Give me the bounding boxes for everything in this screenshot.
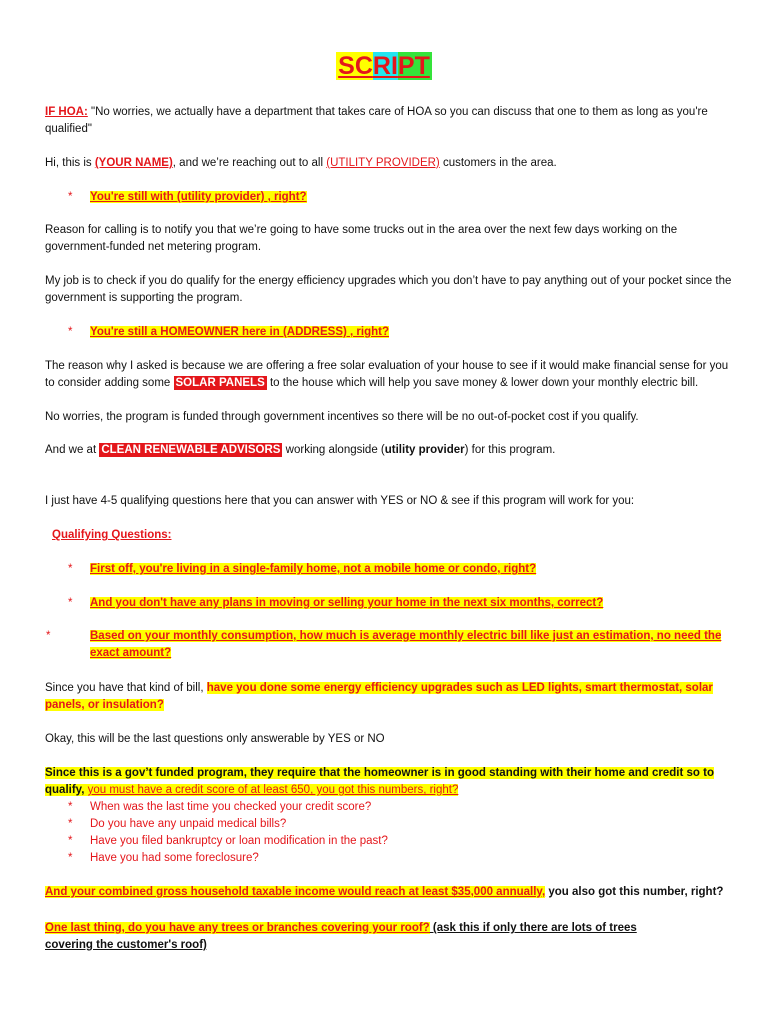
credit-item-2: * Do you have any unpaid medical bills? bbox=[68, 816, 738, 833]
bullet-icon: * bbox=[68, 597, 73, 609]
credit-item-1: * When was the last time you checked your credit score? bbox=[68, 799, 738, 816]
bullet-icon: * bbox=[68, 801, 73, 813]
intro-paragraph: Hi, this is (YOUR NAME), and we’re reaching out to all (UTILITY PROVIDER) customers in the area. bbox=[45, 157, 557, 169]
bullet-icon: * bbox=[46, 630, 51, 642]
bullet-icon: * bbox=[68, 191, 73, 203]
funded-paragraph: No worries, the program is funded through government incentives so there will be no out-of-pocket cost if you qualify. bbox=[45, 411, 639, 423]
hoa-paragraph: IF HOA: "No worries, we actually have a department that takes care of HOA so you can discuss that one to them as long as you're qualified" bbox=[45, 106, 708, 135]
qualifying-heading: Qualifying Questions: bbox=[52, 529, 172, 541]
questions-intro: I just have 4-5 qualifying questions here that you can answer with YES or NO & see if this program will work for you: bbox=[45, 495, 635, 507]
company-name-tag: CLEAN RENEWABLE ADVISORS bbox=[101, 444, 281, 456]
credit-paragraph: Since this is a gov’t funded program, they require that the homeowner is in good standing with their home and credit so to qualify, you must have a credit score of at least 650, you got this numbers, right? bbox=[45, 767, 714, 796]
qualifying-question-3: * Based on your monthly consumption, how much is average monthly electric bill like just an estimation, no need the exact amount? bbox=[46, 630, 722, 659]
income-paragraph: And your combined gross household taxable income would reach at least $35,000 annually, you also got this number, right? bbox=[45, 886, 724, 898]
script-title: SCRIPT bbox=[338, 52, 430, 80]
bullet-icon: * bbox=[68, 852, 73, 864]
question-homeowner: * You're still a HOMEOWNER here in (ADDRESS) , right? bbox=[68, 324, 738, 341]
credit-item-3: * Have you filed bankruptcy or loan modification in the past? bbox=[68, 833, 738, 850]
qualifying-question-1: * First off, you're living in a single-family home, not a mobile home or condo, right? bbox=[68, 561, 738, 578]
last-question-intro: Okay, this will be the last questions only answerable by YES or NO bbox=[45, 733, 385, 745]
qualifying-question-2: * And you don't have any plans in moving or selling your home in the next six months, correct? bbox=[68, 595, 738, 612]
job-paragraph: My job is to check if you do qualify for the energy efficiency upgrades which you don’t have to pay anything out of your pocket since the government is supporting the program. bbox=[45, 275, 732, 304]
bullet-icon: * bbox=[68, 835, 73, 847]
question-utility: * You're still with (utility provider) , right? bbox=[68, 189, 738, 206]
bullet-icon: * bbox=[68, 818, 73, 830]
credit-item-4: * Have you had some foreclosure? bbox=[68, 850, 738, 867]
bullet-icon: * bbox=[68, 326, 73, 338]
bill-paragraph: Since you have that kind of bill, have you done some energy efficiency upgrades such as LED lights, smart thermostat, solar panels, or insulation? bbox=[45, 682, 713, 711]
bullet-icon: * bbox=[68, 563, 73, 575]
reason-paragraph: Reason for calling is to notify you that we’re going to have some trucks out in the area over the next few days working on the government-funded net metering program. bbox=[45, 224, 678, 253]
trees-paragraph: One last thing, do you have any trees or branches covering your roof? (ask this if only there are lots of trees covering the customer's roof) bbox=[45, 922, 637, 951]
company-paragraph: And we at CLEAN RENEWABLE ADVISORS working alongside (utility provider) for this program. bbox=[45, 444, 556, 456]
solar-paragraph: The reason why I asked is because we are offering a free solar evaluation of your house to see if it would make financial sense for you to consider adding some SOLAR PANELS to the house which will help you save money & lower down your monthly electric bill. bbox=[45, 360, 729, 389]
solar-panels-tag: SOLAR PANELS bbox=[175, 377, 265, 389]
